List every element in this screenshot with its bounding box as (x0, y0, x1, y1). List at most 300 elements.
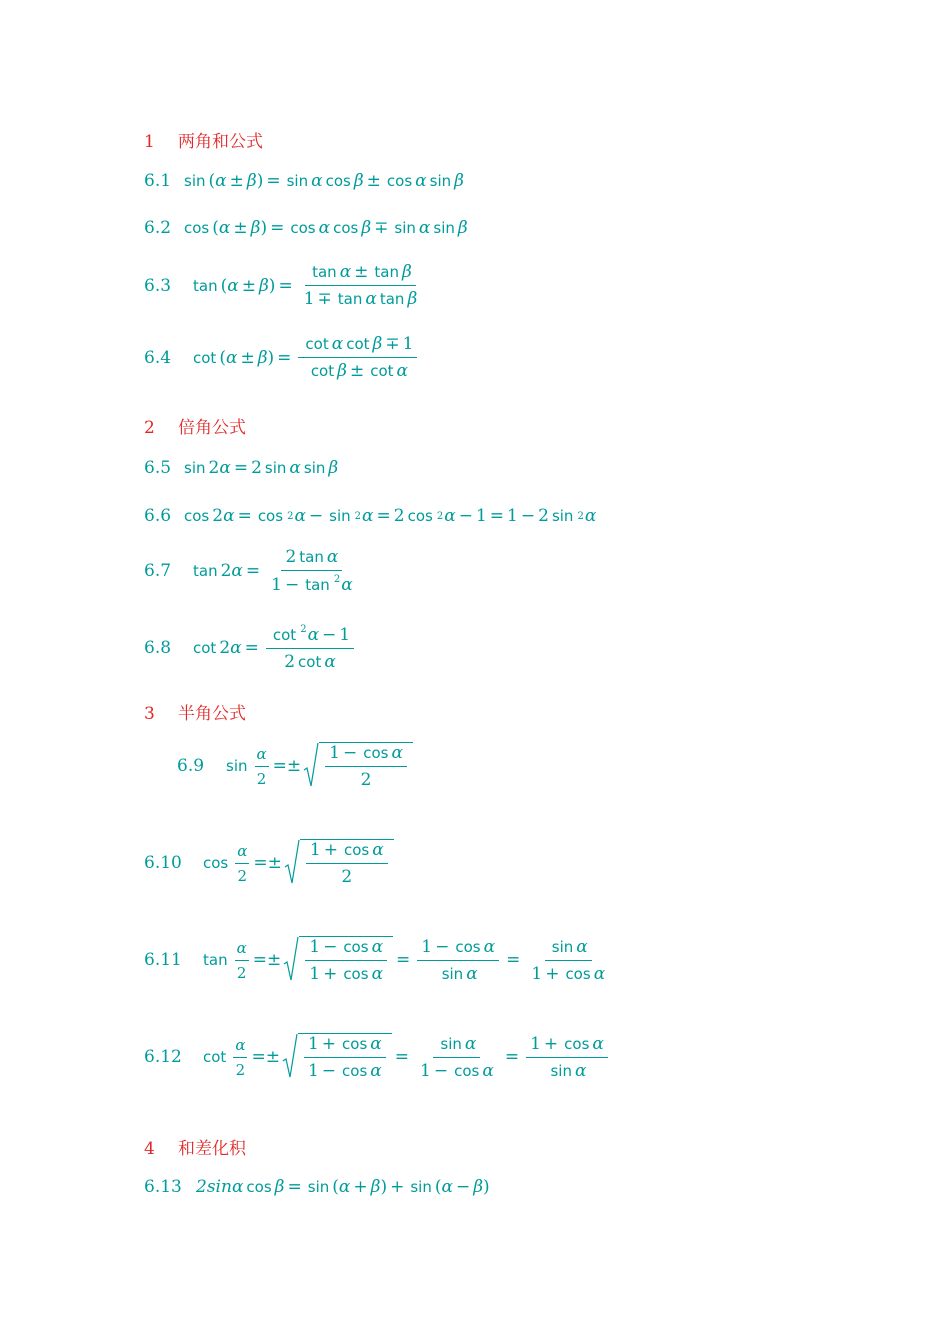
section-number: 2 (144, 418, 155, 438)
beta: β (257, 347, 268, 368)
radical-sign-icon (284, 839, 300, 885)
cot-fn: cot (370, 362, 394, 380)
formula-label: 6.10 (144, 853, 182, 873)
alpha: α (483, 936, 496, 957)
formula-6-2 (144, 218, 468, 238)
one: 1 (475, 506, 487, 526)
formula-label: 6.13 (144, 1177, 182, 1197)
alpha: α (237, 841, 248, 860)
eq-op: = (278, 275, 293, 296)
tan-fn: tan (193, 276, 218, 295)
fraction (416, 1034, 498, 1081)
exponent: 2 (354, 510, 362, 522)
half-angle-fraction (235, 939, 249, 982)
square-root (284, 839, 394, 887)
formula-6-4 (144, 334, 421, 381)
alpha: α (230, 638, 242, 658)
eq-op: = (506, 950, 521, 970)
eq-op: = (277, 347, 292, 368)
pm-op: ± (266, 950, 282, 970)
eq-op: = (504, 1047, 520, 1067)
fraction (300, 262, 422, 309)
denominator (337, 864, 356, 887)
section-heading-3 (144, 699, 246, 724)
alpha: α (362, 506, 374, 526)
plus-op: + (545, 963, 560, 984)
numerator (417, 937, 499, 961)
one: 1 (421, 936, 433, 957)
paren: ) (483, 1177, 490, 1197)
square-root (283, 936, 393, 984)
eq-op: = (244, 638, 259, 658)
section-number: 3 (144, 704, 155, 724)
alpha: α (396, 361, 408, 381)
cos-fn: cos (363, 744, 389, 762)
tan-fn: tan (193, 562, 218, 580)
half-angle-fraction (233, 1036, 247, 1079)
square-root (282, 1033, 392, 1081)
numerator (298, 334, 417, 358)
tan-fn: tan (312, 263, 337, 281)
cot-fn: cot (310, 362, 335, 380)
alpha: α (371, 964, 384, 984)
formula-label: 6.9 (177, 756, 205, 776)
beta: β (337, 361, 347, 381)
fraction (298, 334, 417, 381)
mp-op: ∓ (374, 218, 389, 238)
paren: ( (208, 171, 216, 191)
one: 1 (307, 1061, 319, 1081)
cos-fn: cos (343, 841, 370, 859)
cot-fn: cot (298, 653, 322, 671)
pm-op: ± (366, 171, 381, 191)
fraction (266, 624, 354, 672)
paren: ( (212, 218, 219, 238)
cos-fn: cos (333, 219, 359, 237)
alpha: α (231, 1177, 244, 1197)
formula-label: 6.2 (144, 218, 172, 238)
alpha: α (592, 1033, 604, 1054)
eq-op: = (245, 561, 261, 581)
section-number: 1 (144, 132, 155, 152)
beta: β (328, 458, 339, 478)
minus-op: − (435, 936, 450, 957)
mp-op: ∓ (317, 289, 332, 309)
eq-op: = (270, 218, 285, 238)
denominator (304, 1058, 386, 1081)
radical-sign-icon (283, 936, 299, 982)
alpha: α (236, 938, 247, 957)
section-heading-2 (144, 413, 246, 438)
numerator (545, 937, 592, 961)
tan-fn: tan (299, 548, 324, 566)
beta: β (372, 334, 383, 354)
paren: ) (256, 171, 264, 191)
denominator (416, 1058, 498, 1081)
two: 2 (285, 547, 297, 567)
alpha: α (365, 289, 377, 309)
sin-fn: sin (410, 1178, 432, 1196)
eq-op: = (251, 1047, 266, 1067)
formula-label: 6.3 (144, 275, 172, 296)
alpha: α (331, 334, 344, 354)
two: 2 (256, 769, 267, 788)
plus-op: + (323, 964, 338, 984)
formula-6-5 (144, 458, 338, 478)
alpha: α (574, 1060, 587, 1081)
one: 1 (303, 289, 315, 309)
exponent: 2 (436, 510, 444, 522)
sin-fn: sin (226, 757, 248, 775)
paren: ( (220, 275, 228, 296)
eq-op: = (233, 458, 249, 478)
sin-fn: sin (329, 507, 351, 525)
fraction (304, 1034, 386, 1081)
two: 2 (212, 506, 224, 526)
plus-op: + (390, 1177, 405, 1197)
paren: ) (267, 347, 275, 368)
two: 2 (208, 458, 220, 478)
alpha: α (341, 575, 353, 595)
mp-op: ∓ (385, 334, 400, 354)
denominator (435, 961, 482, 984)
exponent: 2 (577, 510, 584, 522)
exponent: 2 (300, 624, 307, 635)
paren: ( (332, 1177, 339, 1197)
denominator (305, 961, 387, 984)
alpha: α (466, 963, 478, 984)
pm-op: ± (286, 756, 302, 776)
sin-fn: sin (307, 1178, 330, 1196)
formula-label: 6.5 (144, 458, 172, 478)
exponent: 2 (287, 510, 294, 522)
one: 1 (307, 1034, 319, 1054)
formula-6-13 (144, 1177, 490, 1197)
alpha: α (444, 506, 456, 526)
alpha: α (318, 218, 331, 238)
numerator (305, 937, 387, 961)
cos-fn: cos (455, 937, 481, 956)
cos-fn: cos (184, 219, 210, 237)
cos-fn: cos (454, 1061, 480, 1080)
numerator (255, 745, 269, 767)
cot-fn: cot (346, 335, 370, 353)
paren: ) (268, 275, 276, 296)
alpha: α (464, 1033, 477, 1054)
formula-6-1 (144, 171, 464, 191)
numerator (304, 1034, 386, 1058)
one: 1 (339, 625, 351, 645)
denominator (235, 961, 249, 982)
eq-op: = (394, 1047, 410, 1067)
formula-expression (181, 506, 596, 526)
sin-fn: sin (286, 172, 309, 190)
formula-label: 6.4 (144, 347, 172, 368)
formula-6-3 (144, 262, 425, 309)
beta: β (457, 218, 468, 238)
fraction (417, 937, 499, 984)
fraction (306, 840, 388, 887)
cot-fn: cot (193, 639, 217, 657)
minus-op: − (308, 506, 324, 526)
sin-fn: sin (429, 172, 452, 190)
plus-op: + (321, 1034, 337, 1054)
alpha: α (227, 275, 239, 296)
alpha: α (225, 347, 238, 368)
formula-expression (181, 458, 338, 478)
cos-fn: cos (257, 507, 284, 525)
two: 2 (341, 867, 353, 887)
exponent: 2 (333, 574, 341, 585)
numerator (233, 1036, 247, 1058)
minus-op: − (458, 506, 473, 526)
denominator (357, 767, 376, 790)
alpha: α (415, 171, 427, 191)
alpha: α (418, 218, 431, 238)
tan-fn: tan (337, 290, 363, 308)
section-heading-4 (144, 1134, 246, 1159)
one: 1 (271, 575, 282, 595)
sin-fn: sin (551, 937, 574, 956)
plus-op: + (353, 1177, 368, 1197)
formula-expression (181, 171, 464, 191)
formula-expression (200, 839, 394, 887)
alpha: α (391, 743, 403, 763)
cos-fn: cos (343, 938, 369, 956)
two: 2 (360, 770, 372, 790)
alpha: α (235, 1035, 246, 1054)
section-title: 半角公式 (178, 704, 246, 724)
radicand (300, 839, 394, 887)
paren: ( (434, 1177, 442, 1197)
cos-fn: cos (290, 219, 316, 237)
square-root (303, 742, 413, 790)
two: 2 (284, 652, 296, 672)
minus-op: − (433, 1060, 449, 1081)
plus-op: + (323, 840, 338, 860)
fraction (267, 547, 357, 595)
beta: β (353, 171, 364, 191)
sin-fn: sin (264, 459, 287, 477)
minus-op: − (342, 743, 358, 763)
alpha: α (311, 171, 323, 191)
two-sin-italic: 2sin (196, 1177, 232, 1197)
radicand (298, 1033, 392, 1081)
alpha: α (256, 744, 267, 763)
sin-fn: sin (184, 172, 206, 190)
denominator (543, 1058, 590, 1081)
paren: ) (380, 1177, 388, 1197)
beta: β (250, 218, 261, 238)
eq-op: = (287, 1177, 302, 1197)
one: 1 (531, 963, 543, 984)
numerator (306, 840, 388, 864)
denominator (236, 864, 250, 885)
two: 2 (251, 458, 262, 478)
beta: β (454, 171, 464, 191)
cot-fn: cot (272, 626, 297, 644)
one: 1 (309, 840, 321, 860)
beta: β (274, 1177, 285, 1197)
pm-op: ± (354, 262, 369, 282)
alpha: α (294, 506, 306, 526)
cot-fn: cot (203, 1048, 227, 1066)
one: 1 (530, 1033, 541, 1054)
formula-expression (196, 1177, 490, 1197)
denominator (255, 767, 269, 788)
beta: β (473, 1177, 484, 1197)
two: 2 (219, 638, 231, 658)
sin-fn: sin (303, 459, 326, 477)
formula-label: 6.6 (144, 506, 172, 526)
minus-op: − (455, 1177, 471, 1197)
two: 2 (235, 1060, 246, 1079)
formula-expression (200, 936, 613, 984)
alpha: α (231, 561, 243, 581)
section-number: 4 (144, 1139, 155, 1159)
beta: β (246, 171, 257, 191)
cot-fn: cot (305, 335, 329, 353)
two: 2 (220, 561, 232, 581)
alpha: α (370, 1061, 382, 1081)
radicand (319, 742, 413, 790)
eq-op: = (237, 506, 252, 526)
denominator (527, 961, 609, 984)
alpha: α (584, 506, 597, 526)
paren: ( (219, 347, 226, 368)
pm-op: ± (229, 171, 244, 191)
formula-expression (190, 624, 358, 672)
section-title: 两角和公式 (178, 132, 263, 152)
formula-6-8 (144, 624, 358, 672)
alpha: α (576, 936, 588, 957)
tan-fn: tan (374, 263, 400, 281)
cos-fn: cos (564, 1034, 590, 1053)
beta: β (370, 1177, 381, 1197)
tan-fn: tan (203, 951, 228, 969)
formula-6-9 (177, 742, 413, 790)
pm-op: ± (349, 361, 365, 381)
numerator (433, 1034, 480, 1058)
eq-op: = (272, 756, 287, 776)
eq-op: = (252, 950, 267, 970)
radical-sign-icon (303, 742, 319, 788)
alpha: α (482, 1060, 494, 1081)
numerator (526, 1034, 608, 1058)
sin-fn: sin (394, 219, 416, 237)
eq-op: = (396, 950, 411, 970)
formula-expression (200, 1033, 612, 1081)
cos-fn: cos (342, 1062, 368, 1080)
sin-fn: sin (440, 1034, 462, 1053)
alpha: α (289, 458, 301, 478)
denominator (234, 1058, 248, 1079)
radicand (299, 936, 393, 984)
denominator (300, 286, 422, 309)
one: 1 (329, 743, 340, 763)
formula-label: 6.7 (144, 561, 172, 581)
minus-op: − (520, 506, 536, 526)
formula-6-11 (144, 936, 613, 984)
alpha: α (371, 937, 384, 957)
cos-fn: cos (184, 507, 210, 525)
pm-op: ± (267, 853, 282, 873)
sin-fn: sin (551, 507, 574, 525)
numerator (235, 939, 249, 961)
alpha: α (372, 840, 384, 860)
alpha: α (441, 1177, 453, 1197)
two: 2 (237, 866, 248, 885)
numerator (325, 743, 407, 767)
cos-fn: cos (246, 1178, 272, 1196)
formula-label: 6.8 (144, 638, 172, 658)
alpha: α (223, 506, 235, 526)
fraction (305, 937, 387, 984)
formula-label: 6.1 (144, 171, 172, 191)
minus-op: − (322, 625, 337, 645)
pm-op: ± (241, 275, 256, 296)
fraction (527, 937, 609, 984)
alpha: α (215, 171, 227, 191)
fraction (325, 743, 407, 790)
section-title: 倍角公式 (178, 418, 246, 438)
half-angle-fraction (235, 842, 249, 885)
sin-fn: sin (550, 1061, 572, 1080)
beta: β (258, 275, 269, 296)
formula-expression (181, 218, 468, 238)
section-title: 和差化积 (178, 1139, 246, 1159)
alpha: α (370, 1034, 382, 1054)
formula-expression (190, 262, 425, 309)
numerator (235, 842, 249, 864)
alpha: α (326, 547, 339, 567)
one: 1 (507, 506, 518, 526)
two: 2 (393, 506, 405, 526)
formula-label: 6.11 (144, 950, 182, 970)
half-angle-fraction (255, 745, 269, 788)
numerator (281, 547, 342, 571)
cot-fn: cot (193, 348, 217, 367)
sin-fn: sin (441, 964, 464, 983)
plus-op: + (543, 1033, 559, 1054)
cos-fn: cos (325, 172, 351, 190)
cos-fn: cos (342, 1035, 368, 1053)
tan-fn: tan (379, 290, 405, 308)
denominator (304, 358, 412, 381)
formula-6-10 (144, 839, 394, 887)
formula-6-12 (144, 1033, 612, 1081)
numerator (266, 624, 354, 649)
one: 1 (309, 937, 321, 957)
numerator (305, 262, 416, 286)
formula-expression (190, 334, 421, 381)
beta: β (407, 289, 418, 309)
cos-fn: cos (407, 507, 433, 525)
minus-op: − (323, 937, 338, 957)
alpha: α (219, 458, 231, 478)
two: 2 (538, 506, 549, 526)
minus-op: − (321, 1061, 337, 1081)
pm-op: ± (233, 218, 248, 238)
formula-6-7 (144, 547, 361, 595)
beta: β (402, 262, 412, 282)
alpha: α (218, 218, 231, 238)
alpha: α (593, 963, 606, 984)
cos-fn: cos (565, 964, 591, 983)
formula-expression (223, 742, 413, 790)
alpha: α (338, 1177, 351, 1197)
paren: ) (260, 218, 268, 238)
